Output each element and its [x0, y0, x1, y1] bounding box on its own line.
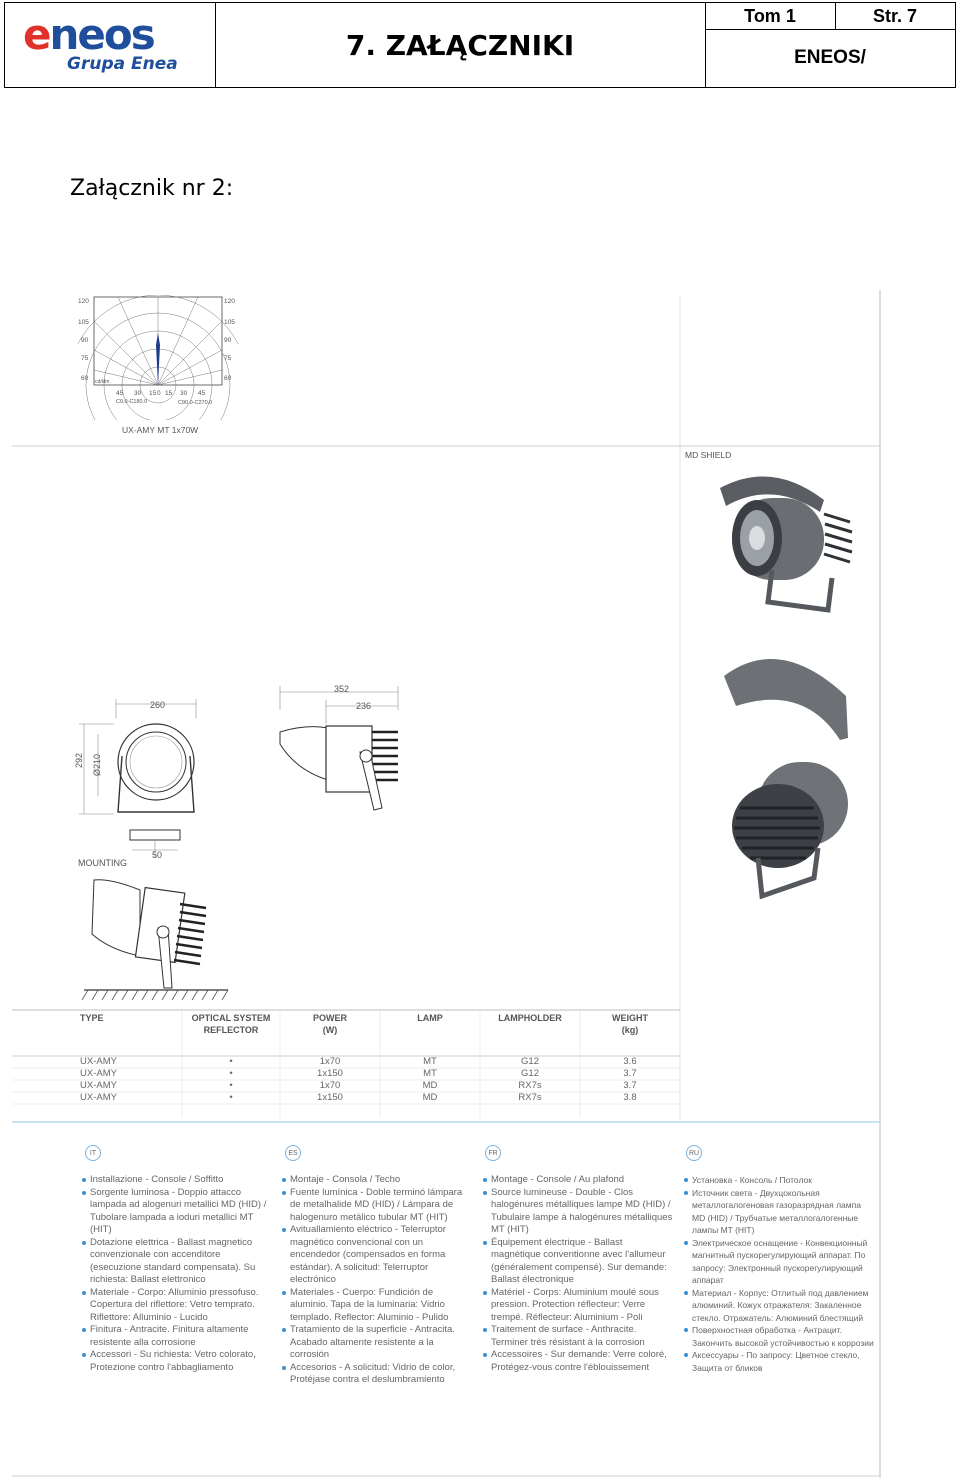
document-code: ENEOS/ — [794, 47, 866, 68]
list-item: Аксессуары - По запросу: Цветное стекло, Защита от бликов — [684, 1349, 876, 1374]
list-item: Materiales - Cuerpo: Fundición de aluminio. Tapa de la luminaria: Vidrio templado. Reflector: Aluminio - Pulido — [282, 1287, 472, 1325]
svg-text:105: 105 — [224, 319, 235, 326]
product-datasheet — [12, 290, 882, 1478]
list-item: Avituallamiento eléctrico - Telerruptor magnético convencional con un encendedor (compensados en forma estándar). A solicitud: Telerruptor electrónico — [282, 1224, 472, 1287]
list-item: Source lumineuse - Double - Clos halogénures métalliques lampe MD (HID) / Tubulaire lampe à halogénures métalliques MT (HIT) — [483, 1187, 673, 1237]
product-photo-with-shield — [712, 470, 862, 630]
table-row: UX-AMY • 1x70 MT G12 3.6 — [80, 1056, 637, 1067]
list-item: Montage - Console / Au plafond — [483, 1174, 673, 1187]
list-item: Поверхностная обработка - Антрацит. Закончить высокой устойчивостью к коррозии — [684, 1324, 876, 1349]
svg-text:90: 90 — [224, 337, 232, 344]
list-item: Materiale - Corpo: Alluminio pressofuso. Copertura del riflettore: Vetro temprato. Riflettore: Alluminio - Lucido — [82, 1287, 272, 1325]
svg-text:cd/klm: cd/klm — [95, 379, 110, 385]
attachment-label: Załącznik nr 2: — [70, 176, 234, 201]
document-header — [4, 2, 956, 88]
list-item: Montaje - Consola / Techo — [282, 1174, 472, 1187]
doc-info-cell — [705, 3, 955, 87]
logo-subtitle: Grupa Enea — [67, 54, 178, 74]
svg-text:75: 75 — [224, 355, 232, 362]
svg-text:75: 75 — [81, 355, 89, 362]
list-item: Sorgente luminosa - Doppio attacco lampada ad alogenuri metallici MD (HID) / Tubolare lampada a ioduri metallici MT (HIT) — [82, 1187, 272, 1237]
svg-text:45: 45 — [198, 390, 206, 397]
svg-text:45: 45 — [116, 390, 124, 397]
list-item: Accesorios - A solicitud: Vidrio de color, Protéjase contra el deslumbramiento — [282, 1362, 472, 1387]
list-item: Источник света - Двухцокольная металлогалогеновая газоразрядная лампа MD (HID) / Трубчатые металлогалогенные лампы MT (HIT) — [684, 1187, 876, 1237]
svg-text:120: 120 — [224, 298, 235, 305]
svg-text:30: 30 — [180, 390, 188, 397]
svg-text:0: 0 — [157, 390, 161, 397]
list-item: Fuente lumínica - Doble terminó lámpara de metalhalide MD (HID) / Lámpara de halogenuro metálico tubular MT (HIT) — [282, 1187, 472, 1225]
list-item: Traitement de surface - Anthracite. Terminer très résistant à la corrosion — [483, 1324, 673, 1349]
dimension-50: 50 — [152, 850, 163, 860]
dimension-292: 292 — [74, 752, 84, 768]
svg-text:60: 60 — [81, 375, 89, 382]
dimension-260: 260 — [150, 700, 166, 710]
page-number: Str. 7 — [835, 3, 955, 30]
header-optical: OPTICAL SYSTEM REFLECTOR — [191, 1013, 271, 1035]
list-item: Электрическое оснащение - Конвекционный магнитный пускорегулирующий аппарат. По запросу: Электронный пускорегулирующий аппарат — [684, 1237, 876, 1287]
description-it — [82, 1174, 272, 1374]
header-lamp: LAMP — [417, 1013, 443, 1023]
section-title: 7. ZAŁĄCZNIKI — [215, 3, 706, 87]
polar-diagram — [78, 295, 238, 420]
list-item: Matériel - Corps: Aluminium moulé sous pression. Protection réflecteur: Verre trempé. Réflecteur: Aluminium - Poli — [483, 1287, 673, 1325]
list-item: Tratamiento de la superficie - Antracita. Acabado altamente resistente a la corrosión — [282, 1324, 472, 1362]
table-row: UX-AMY • 1x150 MT G12 3.7 — [80, 1068, 637, 1079]
svg-text:90: 90 — [81, 337, 89, 344]
svg-text:15: 15 — [149, 390, 157, 397]
svg-text:C0.0-C180.0: C0.0-C180.0 — [116, 399, 148, 405]
spec-table — [12, 1008, 680, 1120]
list-item: Accessoires - Sur demande: Verre coloré, Protégez-vous contre l'éblouissement — [483, 1349, 673, 1374]
front-view-drawing — [74, 690, 224, 865]
mounting-label: MOUNTING — [78, 858, 127, 868]
table-row: UX-AMY • 1x70 MD RX7s 3.7 — [80, 1080, 637, 1091]
list-item: Установка - Консоль / Потолок — [684, 1174, 876, 1187]
svg-text:120: 120 — [78, 298, 89, 305]
header-lampholder: LAMPHOLDER — [498, 1013, 562, 1023]
dimension-210: Ø210 — [92, 753, 102, 776]
svg-text:60: 60 — [224, 375, 232, 382]
description-es — [282, 1174, 472, 1387]
language-badge-fr: FR — [485, 1145, 501, 1161]
shield-label: MD SHIELD — [685, 450, 732, 460]
mounting-installation-drawing — [80, 876, 240, 1006]
header-power: POWER (W) — [312, 1013, 347, 1035]
language-badge-es: ES — [285, 1145, 301, 1161]
list-item: Dotazione elettrica - Ballast magnetico convenzionale con accenditore (esecuzione standard compensata). Su richiesta: Ballast elettronico — [82, 1237, 272, 1287]
description-ru — [684, 1174, 876, 1374]
logo-cell — [5, 3, 216, 87]
list-item: Материал - Корпус: Отлитый под давлением алюминий. Кожух отражателя: Закаленное стекло. Отражатель: Алюминий блестящий — [684, 1287, 876, 1325]
list-item: Accessori - Su richiesta: Vetro colorato, Protezione contro l'abbagliamento — [82, 1349, 272, 1374]
list-item: Finitura - Antracite. Finitura altamente resistente alla corrosione — [82, 1324, 272, 1349]
product-photo-rear — [718, 758, 858, 908]
svg-text:30: 30 — [134, 390, 142, 397]
dimension-352: 352 — [334, 684, 350, 694]
header-type: TYPE — [80, 1013, 104, 1023]
language-badge-ru: RU — [686, 1145, 702, 1161]
side-view-drawing — [276, 680, 416, 830]
volume-label: Tom 1 — [705, 3, 836, 30]
list-item: Installazione - Console / Soffitto — [82, 1174, 272, 1187]
header-weight: WEIGHT (kg) — [612, 1013, 648, 1035]
language-badge-it: IT — [85, 1145, 101, 1161]
list-item: Équipement électrique - Ballast magnétique conventionne avec l'allumeur (généralement compensé). Sur demande: Ballast électronique — [483, 1237, 673, 1287]
svg-text:105: 105 — [78, 319, 89, 326]
eneos-logo: eneos — [23, 10, 154, 59]
table-row: UX-AMY • 1x150 MD RX7s 3.8 — [80, 1092, 637, 1103]
polar-model-label: UX-AMY MT 1x70W — [122, 425, 199, 435]
dimension-236: 236 — [356, 701, 372, 711]
svg-text:15: 15 — [165, 390, 173, 397]
svg-text:C90.0-C270.0: C90.0-C270.0 — [178, 400, 213, 406]
shield-accessory-photo — [720, 646, 860, 746]
description-fr — [483, 1174, 673, 1374]
